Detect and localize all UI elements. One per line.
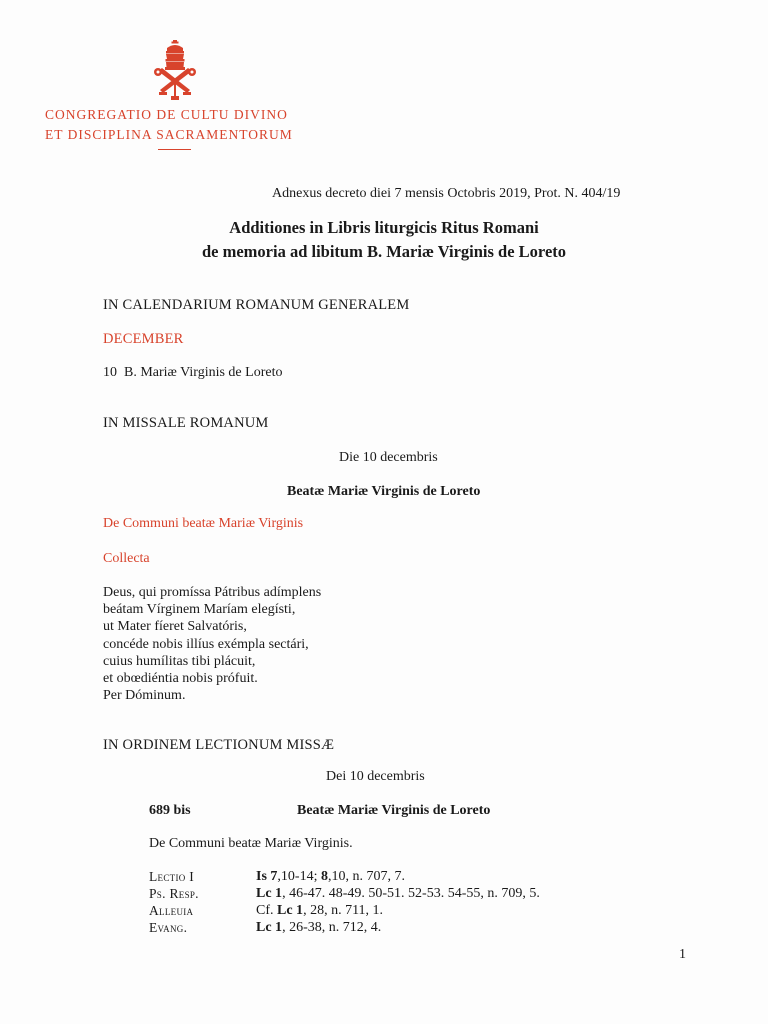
collect-prayer [103, 584, 321, 704]
header-divider [158, 149, 191, 150]
reading-label: Evang. [149, 920, 188, 935]
collect-line: Per Dóminum. [103, 688, 186, 704]
page-number: 1 [679, 947, 686, 962]
reading-reference: Is 7,10-14; 8,10, n. 707, 7. [256, 869, 405, 884]
reading-row [149, 885, 540, 902]
calendar-heading: IN CALENDARIUM ROMANUM GENERALEM [103, 297, 410, 313]
collect-line: Deus, qui promíssa Pátribus adímplens [103, 585, 322, 600]
lectionary-number: 689 bis [149, 803, 191, 818]
department-line-2: ET DISCIPLINA SACRAMENTORUM [45, 127, 293, 142]
collect-heading: Collecta [103, 551, 150, 566]
document-title-line-2: de memoria ad libitum B. Mariæ Virginis de Loreto [201, 242, 567, 261]
reading-row [149, 919, 540, 936]
collect-line: beátam Vírginem Maríam elegísti, [103, 602, 296, 618]
calendar-entry: 10 B. Mariæ Virginis de Loreto [103, 365, 283, 380]
reading-label: Lectio I [149, 869, 195, 884]
collect-line: concéde nobis illíus exémpla sectári, [103, 636, 309, 652]
collect-line: et obœdiéntia nobis prófuit. [103, 671, 258, 687]
lectionary-heading: IN ORDINEM LECTIONUM MISSÆ [103, 737, 335, 753]
reading-reference: Cf. Lc 1, 28, n. 711, 1. [256, 903, 384, 918]
missal-heading: IN MISSALE ROMANUM [103, 415, 269, 431]
missal-common: De Communi beatæ Mariæ Virginis [103, 516, 304, 531]
calendar-month: DECEMBER [103, 331, 184, 347]
reading-label: Alleuia [149, 903, 194, 918]
reading-label: Ps. Resp. [149, 886, 199, 901]
decree-reference: Adnexus decreto diei 7 mensis Octobris 2019, Prot. N. 404/19 [272, 186, 621, 201]
reading-reference: Lc 1, 26-38, n. 712, 4. [256, 920, 382, 935]
missal-feast-title: Beatæ Mariæ Virginis de Loreto [287, 484, 481, 499]
missal-date: Die 10 decembris [339, 450, 438, 465]
readings-table [149, 868, 540, 936]
lectionary-date: Dei 10 decembris [326, 769, 425, 784]
reading-row [149, 902, 540, 919]
papal-keys-emblem-icon [150, 40, 200, 100]
collect-line: ut Mater fíeret Salvatóris, [103, 619, 247, 635]
collect-line: cuius humílitas tibi plácuit, [103, 653, 256, 669]
document-title-line-1: Additiones in Libris liturgicis Ritus Romani [229, 218, 539, 237]
department-name [45, 105, 293, 145]
lectionary-common: De Communi beatæ Mariæ Virginis. [149, 836, 353, 851]
lectionary-feast-title: Beatæ Mariæ Virginis de Loreto [297, 803, 491, 818]
reading-row [149, 868, 540, 885]
reading-reference: Lc 1, 46-47. 48-49. 50-51. 52-53. 54-55, n. 709, 5. [256, 886, 540, 901]
department-line-1: CONGREGATIO DE CULTU DIVINO [45, 107, 288, 122]
